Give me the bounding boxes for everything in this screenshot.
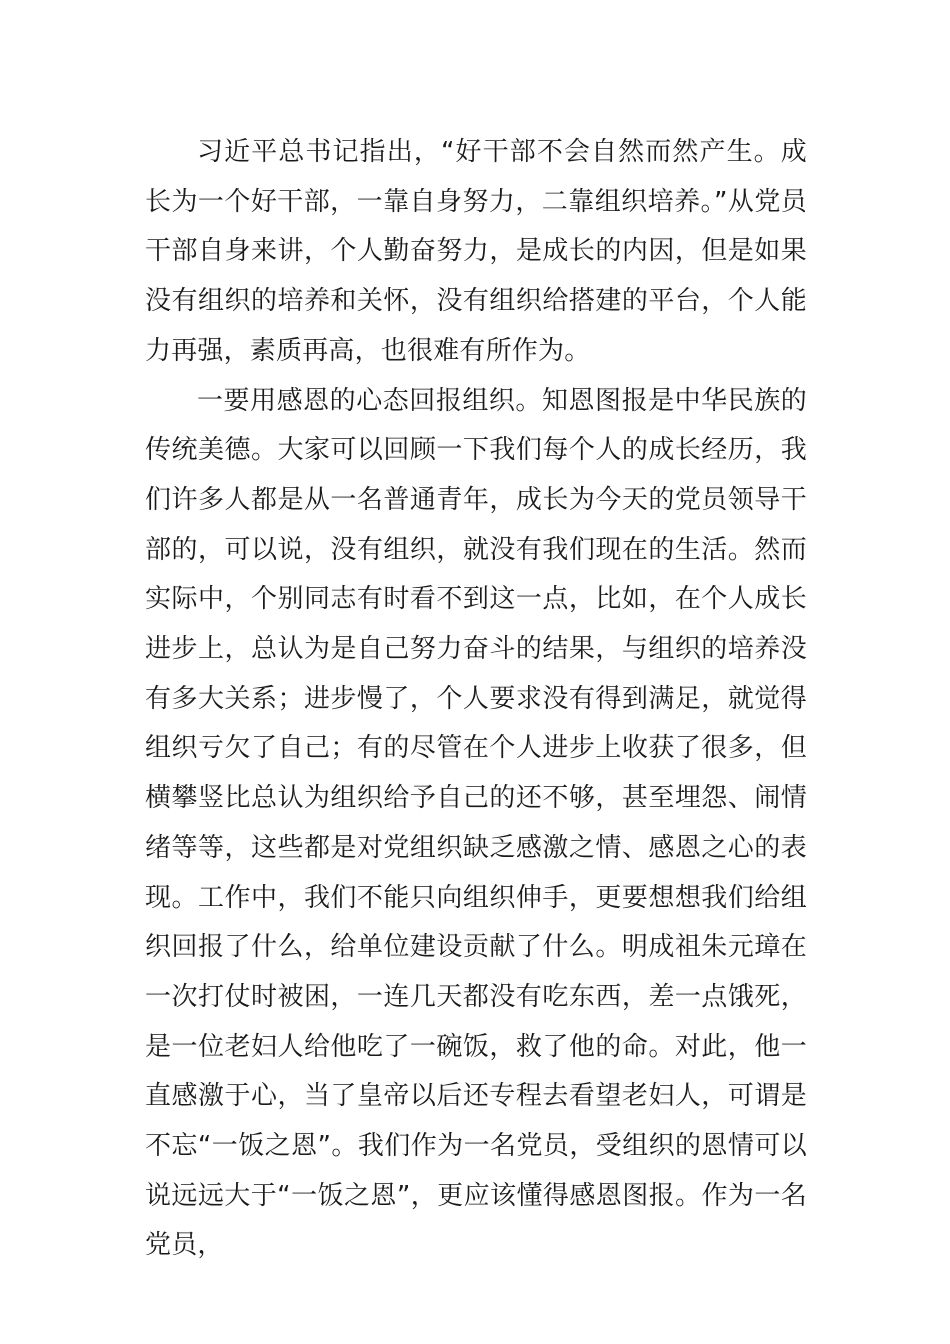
paragraph-2: 一要用感恩的心态回报组织。知恩图报是中华民族的传统美德。大家可以回顾一下我们每个人的成长经历，我们许多人都是从一名普通青年，成长为今天的党员领导干部的，可以说，没有组织，就没有我们现在的生活。然而实际中，个别同志有时看不到这一点，比如，在个人成长进步上，总认为是自己努力奋斗的结果，与组织的培养没有多大关系；进步慢了，个人要求没有得到满足，就觉得组织亏欠了自己；有的尽管在个人进步上收获了很多，但横攀竖比总认为组织给予自己的还不够，甚至埋怨、闹情绪等等，这些都是对党组织缺乏感激之情、感恩之心的表现。工作中，我们不能只向组织伸手，更要想想我们给组织回报了什么，给单位建设贡献了什么。明成祖朱元璋在一次打仗时被困，一连几天都没有吃东西，差一点饿死，是一位老妇人给他吃了一碗饭，救了他的命。对此，他一直感激于心，当了皇帝以后还专程去看望老妇人，可谓是不忘“一饭之恩”。我们作为一名党员，受组织的恩情可以说远远大于“一饭之恩”，更应该懂得感恩图报。作为一名党员， xyxy=(145,385,807,1261)
paragraph-1: 习近平总书记指出，“好干部不会自然而然产生。成长为一个好干部，一靠自身努力，二靠组织培养。”从党员干部自身来讲，个人勤奋努力，是成长的内因，但是如果没有组织的培养和关怀，没有组织给搭建的平台，个人能力再强，素质再高，也很难有所作为。 xyxy=(145,137,807,366)
document-body xyxy=(145,128,807,1271)
